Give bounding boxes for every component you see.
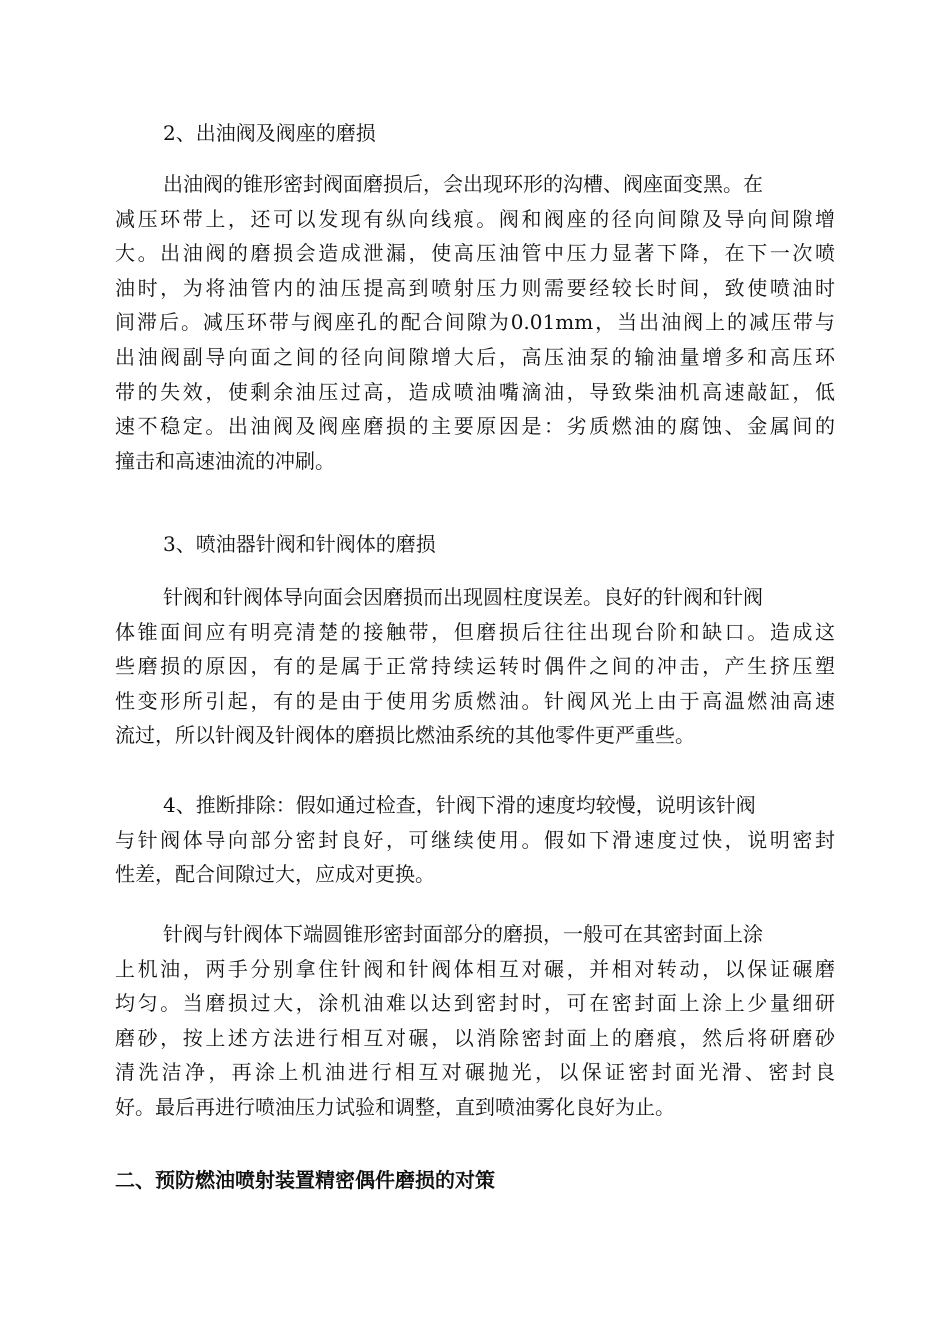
text-line: 针阀和针阀体导向面会因磨损而出现圆柱度误差。良好的针阀和针阀 (163, 585, 763, 609)
paragraph-grinding (115, 917, 835, 1125)
text-line: 出油阀的锥形密封阀面磨损后，会出现环形的沟槽、阀座面变黑。在 (163, 172, 763, 196)
text-line: 流过，所以针阀及针阀体的磨损比燃油系统的其他零件更严重些。 (115, 723, 695, 748)
text-line: 性变形所引起，有的是由于使用劣质燃油。针阀风光上由于高温燃油高速 (115, 688, 835, 713)
text-line: 针阀与针阀体下端圆锥形密封面部分的磨损，一般可在其密封面上涂 (163, 922, 763, 946)
paragraph-needle-valve (115, 580, 835, 753)
text-line: 均匀。当磨损过大，涂机油难以达到密封时，可在密封面上涂上少量细研 (115, 991, 835, 1016)
text-line: 大。出油阀的磨损会造成泄漏，使高压油管中压力显著下降，在下一次喷 (115, 241, 835, 266)
text-line: 4、推断排除：假如通过检查，针阀下滑的速度均较慢，说明该针阀 (163, 793, 756, 817)
text-line: 带的失效，使剩余油压过高，造成喷油嘴滴油，导致柴油机高速敲缸，低 (115, 379, 835, 404)
text-line: 性差，配合间隙过大，应成对更换。 (115, 862, 435, 887)
text-line: 油时，为将油管内的油压提高到喷射压力则需要经较长时间，致使喷油时 (115, 275, 835, 300)
text-line: 减压环带上，还可以发现有纵向线痕。阀和阀座的径向间隙及导向间隙增 (115, 206, 835, 231)
text-line: 磨砂，按上述方法进行相互对碾，以消除密封面上的磨痕，然后将研磨砂 (115, 1025, 835, 1050)
text-line: 出油阀副导向面之间的径向间隙增大后，高压油泵的输油量增多和高压环 (115, 344, 835, 369)
section-heading: 二、预防燃油喷射装置精密偶件磨损的对策 (115, 1168, 495, 1192)
text-line: 撞击和高速油流的冲刷。 (115, 448, 335, 473)
text-line: 上机油，两手分别拿住针阀和针阀体相互对碾，并相对转动，以保证碾磨 (115, 956, 835, 981)
section-title-2: 2、出油阀及阀座的磨损 (163, 121, 376, 145)
text-line: 与针阀体导向部分密封良好，可继续使用。假如下滑速度过快，说明密封 (115, 827, 835, 852)
section-title-3: 3、喷油器针阀和针阀体的磨损 (163, 532, 436, 556)
text-line: 清洗洁净，再涂上机油进行相互对碾抛光，以保证密封面光滑、密封良 (115, 1060, 835, 1085)
text-line: 好。最后再进行喷油压力试验和调整，直到喷油雾化良好为止。 (115, 1094, 675, 1119)
text-line: 体锥面间应有明亮清楚的接触带，但磨损后往往出现台阶和缺口。造成这 (115, 619, 835, 644)
paragraph-outlet-valve (115, 167, 835, 478)
text-line: 速不稳定。出油阀及阀座磨损的主要原因是：劣质燃油的腐蚀、金属间的 (115, 414, 835, 439)
text-line: 间滞后。减压环带与阀座孔的配合间隙为0.01mm，当出油阀上的减压带与 (115, 310, 835, 335)
paragraph-diagnosis (115, 788, 835, 892)
text-line: 些磨损的原因，有的是属于正常持续运转时偶件之间的冲击，产生挤压塑 (115, 654, 835, 679)
